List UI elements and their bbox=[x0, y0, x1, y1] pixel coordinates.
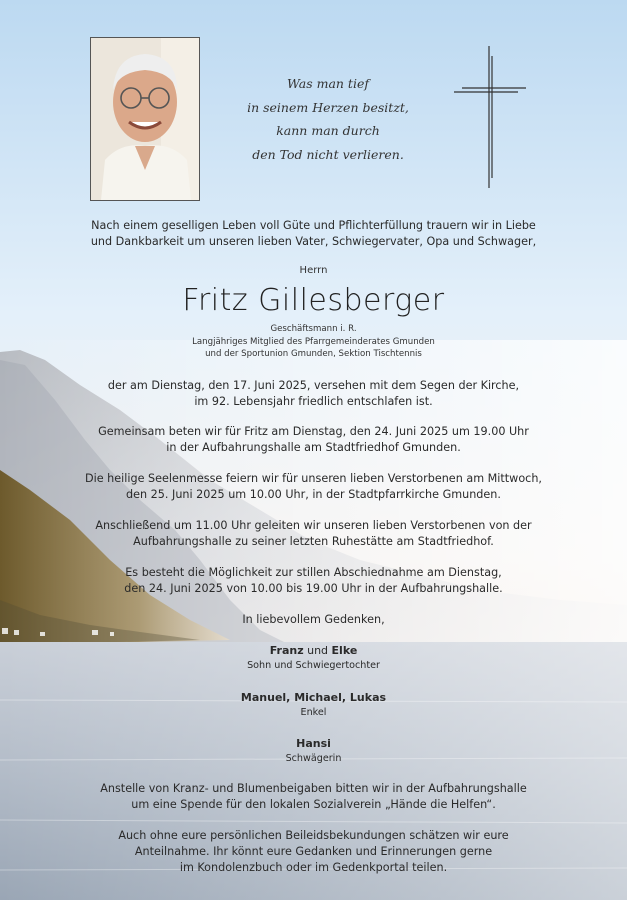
remembrance-line bbox=[60, 612, 567, 628]
family-entry bbox=[60, 690, 567, 720]
family-relation: Sohn und Schwiegertochter bbox=[247, 660, 380, 671]
paragraph-line: Anstelle von Kranz- und Blumenbeigaben bitten wir in der Aufbahrungshalle bbox=[100, 782, 527, 795]
paragraph-line: den 24. Juni 2025 von 10.00 bis 19.00 Uhr in der Aufbahrungshalle. bbox=[124, 582, 503, 595]
paragraph-line: Gemeinsam beten wir für Fritz am Dienstag, den 24. Juni 2025 um 19.00 Uhr bbox=[98, 425, 529, 438]
portrait-photo bbox=[90, 37, 200, 201]
family-name: Elke bbox=[331, 644, 358, 657]
intro-line: und Dankbarkeit um unseren lieben Vater, Schwiegervater, Opa und Schwager, bbox=[90, 235, 537, 248]
title-line: und der Sportunion Gmunden, Sektion Tischtennis bbox=[205, 349, 422, 359]
title-line: Geschäftsmann i. R. bbox=[270, 324, 357, 334]
condolence-paragraph bbox=[60, 828, 567, 876]
family-names bbox=[60, 690, 567, 705]
family-name: Franz bbox=[269, 644, 304, 657]
mass-paragraph bbox=[60, 471, 567, 503]
paragraph-line: in der Aufbahrungshalle am Stadtfriedhof Gmunden. bbox=[166, 441, 461, 454]
paragraph-line: im 92. Lebensjahr friedlich entschlafen ist. bbox=[194, 395, 433, 408]
donation-paragraph bbox=[60, 781, 567, 813]
paragraph-line: um eine Spende für den lokalen Sozialverein „Hände die Helfen“. bbox=[131, 798, 496, 811]
paragraph-line: Die heilige Seelenmesse feiern wir für unseren lieben Verstorbenen am Mittwoch, bbox=[85, 472, 542, 485]
memorial-quote bbox=[228, 72, 428, 166]
family-entry bbox=[60, 736, 567, 766]
quote-line: kann man durch bbox=[276, 123, 380, 138]
paragraph-line: Aufbahrungshalle zu seiner letzten Ruhestätte am Stadtfriedhof. bbox=[133, 535, 494, 548]
deceased-titles bbox=[60, 323, 567, 361]
paragraph-line: Anschließend um 11.00 Uhr geleiten wir unseren lieben Verstorbenen von der bbox=[95, 519, 532, 532]
paragraph-line: den 25. Juni 2025 um 10.00 Uhr, in der Stadtpfarrkirche Gmunden. bbox=[126, 488, 501, 501]
paragraph-line: In liebevollem Gedenken, bbox=[242, 613, 385, 626]
paragraph-line: Es besteht die Möglichkeit zur stillen Abschiednahme am Dienstag, bbox=[125, 566, 502, 579]
farewell-paragraph bbox=[60, 565, 567, 597]
paragraph-line: Auch ohne eure persönlichen Beileidsbekundungen schätzen wir eure bbox=[118, 829, 509, 842]
quote-line: in seinem Herzen besitzt, bbox=[247, 99, 409, 115]
family-entry bbox=[60, 643, 567, 673]
paragraph-line: der am Dienstag, den 17. Juni 2025, versehen mit dem Segen der Kirche, bbox=[107, 379, 520, 392]
honorific: Herrn bbox=[299, 265, 328, 276]
title-line: Langjähriges Mitglied des Pfarrgemeinderates Gmunden bbox=[192, 336, 435, 347]
death-notice-paragraph bbox=[60, 378, 567, 410]
family-relation: Schwägerin bbox=[285, 753, 342, 764]
family-joiner: und bbox=[303, 644, 332, 657]
intro-text bbox=[60, 218, 567, 250]
family-relation: Enkel bbox=[300, 707, 327, 718]
quote-line: den Tod nicht verlieren. bbox=[252, 146, 404, 162]
paragraph-line: Anteilnahme. Ihr könnt eure Gedanken und Erinnerungen gerne bbox=[134, 845, 493, 858]
family-names bbox=[60, 736, 567, 751]
family-names bbox=[60, 643, 567, 658]
deceased-name: Fritz Gillesberger bbox=[182, 283, 445, 318]
paragraph-line: im Kondolenzbuch oder im Gedenkportal teilen. bbox=[179, 861, 448, 874]
quote-line: Was man tief bbox=[287, 76, 369, 91]
family-name: Manuel, Michael, Lukas bbox=[240, 691, 387, 704]
intro-line: Nach einem geselligen Leben voll Güte und Pflichterfüllung trauern wir in Liebe bbox=[91, 219, 536, 232]
cross-icon bbox=[448, 44, 532, 190]
prayer-paragraph bbox=[60, 424, 567, 456]
burial-paragraph bbox=[60, 518, 567, 550]
family-name: Hansi bbox=[296, 737, 331, 750]
